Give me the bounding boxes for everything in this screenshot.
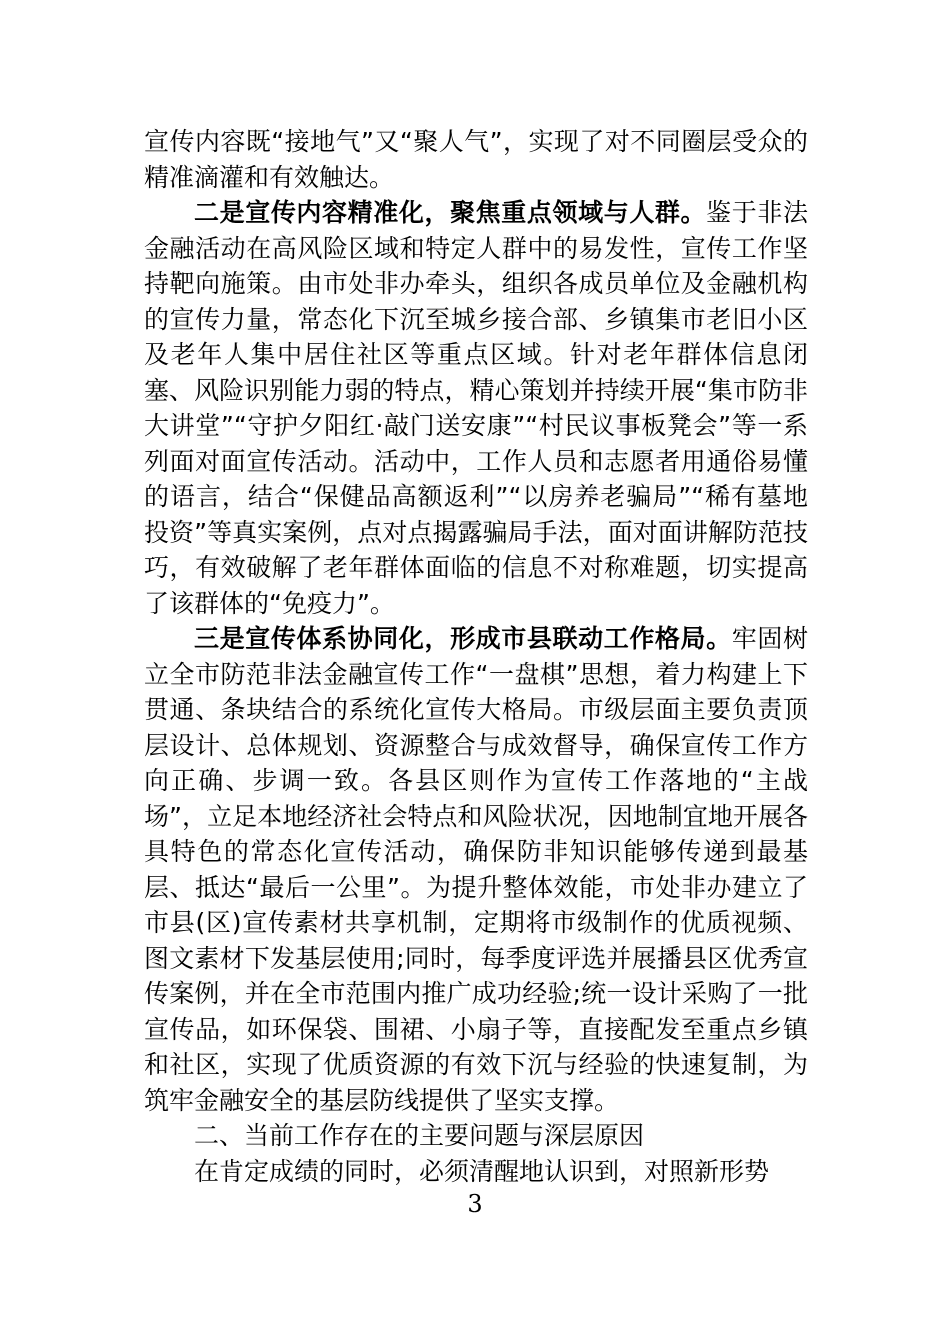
- paragraph-lead: 二是宣传内容精准化，聚焦重点领域与人群。: [194, 198, 707, 227]
- paragraph-coordination: [144, 621, 808, 1118]
- paragraph-problems-intro: [144, 1154, 808, 1190]
- paragraph-text: 宣传内容既“接地气”又“聚人气”，实现了对不同圈层受众的精准滴灌和有效触达。: [144, 127, 808, 192]
- paragraph-text: 在肯定成绩的同时，必须清醒地认识到，对照新形势: [194, 1156, 770, 1186]
- paragraph-precise-targeting: [144, 195, 808, 621]
- page-number: 3: [467, 1190, 483, 1218]
- document-body: [144, 124, 808, 1189]
- section-heading: [144, 1118, 808, 1154]
- paragraph-lead: 三是宣传体系协同化，形成市县联动工作格局。: [194, 624, 732, 653]
- paragraph-text: 鉴于非法金融活动在高风险区域和特定人群中的易发性，宣传工作坚持靶向施策。由市处非办牵头，组织各成员单位及金融机构的宣传力量，常态化下沉至城乡接合部、乡镇集市老旧小区及老年人集中居住社区等重点区域。针对老年群体信息闭塞、风险识别能力弱的特点，精心策划并持续开展“集市防非大讲堂”“守护夕阳红·敲门送安康”“村民议事板凳会”等一系列面对面宣传活动。活动中，工作人员和志愿者用通俗易懂的语言，结合“保健品高额返利”“以房养老骗局”“稀有墓地投资”等真实案例，点对点揭露骗局手法，面对面讲解防范技巧，有效破解了老年群体面临的信息不对称难题，切实提高了该群体的“免疫力”。: [144, 198, 808, 618]
- paragraph-continuation: [144, 124, 808, 195]
- paragraph-text: 牢固树立全市防范非法金融宣传工作“一盘棋”思想，着力构建上下贯通、条块结合的系统化宣传大格局。市级层面主要负责顶层设计、总体规划、资源整合与成效督导，确保宣传工作方向正确、步调一致。各县区则作为宣传工作落地的“主战场”，立足本地经济社会特点和风险状况，因地制宜地开展各具特色的常态化宣传活动，确保防非知识能够传递到最基层、抵达“最后一公里”。为提升整体效能，市处非办建立了市县(区)宣传素材共享机制，定期将市级制作的优质视频、图文素材下发基层使用;同时，每季度评选并展播县区优秀宣传案例，并在全市范围内推广成功经验;统一设计采购了一批宣传品，如环保袋、围裙、小扇子等，直接配发至重点乡镇和社区，实现了优质资源的有效下沉与经验的快速复制，为筑牢金融安全的基层防线提供了坚实支撑。: [144, 624, 808, 1115]
- paragraph-text: 二、当前工作存在的主要问题与深层原因: [194, 1121, 645, 1150]
